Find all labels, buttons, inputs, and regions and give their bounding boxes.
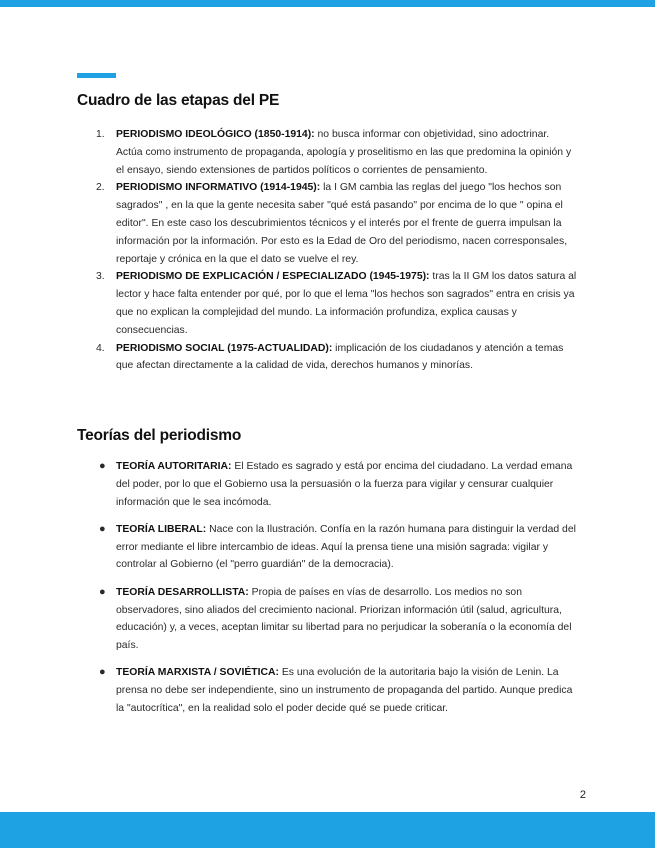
list-item-text: implicación de los ciudadanos y atención a temas que afectan directamente a la calidad de vida, derechos humanos y minorías. [116,342,564,372]
section-title-teorias: Teorías del periodismo [77,427,242,444]
list-item-label: TEORÍA LIBERAL: [116,523,207,535]
list-item-text: la I GM cambia las reglas del juego "los hechos son sagrados" , en la que la gente necesita saber "qué está pasando" por encima de lo que " opina el editor". En este caso los descubrimientos técnicos y el interés por el frente de guerra impulsan la información por la información. Por esto es la Edad de Oro del periodismo, nacen corresponsales, reportaje y crónica en la que el dato se vuelve el rey. [116,182,568,265]
heading-accent-line [77,73,116,78]
list-item [77,268,577,339]
bottom-accent-bar [0,812,655,848]
bullet-icon: ● [99,460,106,472]
list-item-number: 3. [96,271,105,283]
section-title-etapas: Cuadro de las etapas del PE [77,92,280,109]
list-item [77,126,577,179]
top-accent-bar [0,0,655,7]
list-item-label: PERIODISMO SOCIAL (1975-ACTUALIDAD): [116,342,333,354]
etapas-list [77,126,577,375]
list-item [77,584,577,655]
list-item-text: no busca informar con objetividad, sino adoctrinar. Actúa como instrumento de propaganda, apología y proselitismo en las que predomina la opinión y el ensayo, siendo extensiones de partidos políticos o corrientes de pensamiento. [116,129,572,176]
list-item [77,179,577,268]
list-item-number: 4. [96,342,105,354]
list-item [77,521,577,574]
bullet-icon: ● [99,585,106,598]
list-item-number: 2. [96,182,105,194]
list-item-text: tras la II GM los datos satura al lector y hace falta entender por qué, por lo que el lema "los hechos son sagrados" entra en crisis ya que no explican la complejidad del mundo. La información profundiza, explica causas y consecuencias. [116,271,577,336]
list-item [77,340,577,376]
list-item-text: Nace con la Ilustración. Confía en la razón humana para distinguir la verdad del error mediante el libre intercambio de ideas. Aquí la prensa tiene una misión sagrada: vigilar y controlar al Gobierno (el "perro guardián" de la democracia). [116,523,576,571]
teorias-list [77,458,577,727]
bullet-icon: ● [99,666,106,679]
page-number: 2 [579,789,586,801]
list-item-text: El Estado es sagrado y está por encima del ciudadano. La verdad emana del poder, por lo que el Gobierno usa la persuasión o la fuerza para vigilar y censurar cualquier información que le sea incómoda. [116,461,573,508]
list-item-text: Es una evolución de la autoritaria bajo la visión de Lenin. La prensa no debe ser independiente, sino un instrumento de propaganda del partido. Aunque predica la "autocrítica", en la realidad solo el poder decide qué se puede criticar. [116,667,573,715]
list-item-label: PERIODISMO INFORMATIVO (1914-1945): [116,182,321,194]
list-item-number: 1. [96,129,105,140]
list-item-label: TEORÍA DESARROLLISTA: [116,586,249,598]
list-item-text: Propia de países en vías de desarrollo. Los medios no son observadores, sino aliados del crecimiento nacional. Priorizan información útil (salud, agricultura, educación) y, a veces, aceptan limitar su libertad para no perjudicar la soberanía o la economía del país. [116,586,572,652]
list-item [77,458,577,511]
bullet-icon: ● [99,522,106,535]
list-item-label: PERIODISMO DE EXPLICACIÓN / ESPECIALIZADO (1945-1975): [116,271,430,283]
list-item-label: TEORÍA AUTORITARIA: [116,461,232,472]
list-item-label: TEORÍA MARXISTA / SOVIÉTICA: [116,667,279,679]
list-item-label: PERIODISMO IDEOLÓGICO (1850-1914): [116,129,315,140]
list-item [77,664,577,717]
